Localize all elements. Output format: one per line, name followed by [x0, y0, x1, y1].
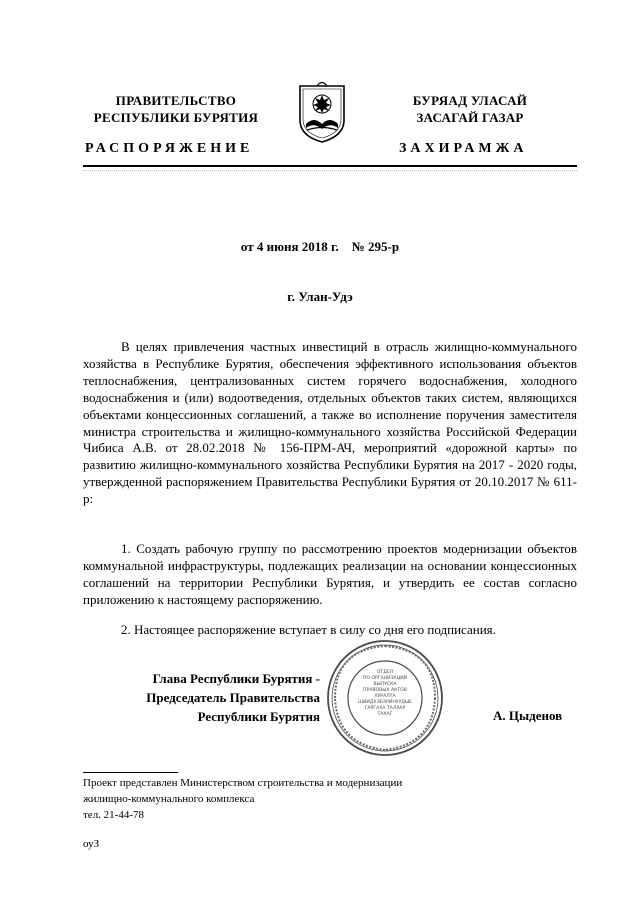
clause-1-paragraph: 1. Создать рабочую группу по рассмотрению проектов модернизации объектов коммунальной инфраструктуры, подлежащих реализации на основании концессионных соглашений на территории Республики Бурятия, и утвердить ее состав согласно приложению к настоящему распоряжению. — [83, 541, 577, 607]
header-left-line2: РЕСПУБЛИКИ БУРЯТИЯ — [93, 110, 259, 125]
coat-of-arms-emblem — [297, 80, 347, 144]
date-number-line — [0, 239, 640, 255]
footer-line2: жилищно-коммунального комплекса — [83, 793, 255, 805]
footer-line1: Проект представлен Министерством строительства и модернизации — [83, 777, 403, 789]
signatory-title — [80, 669, 320, 726]
footer-note — [83, 775, 402, 823]
svg-text:ВЫПУСКА: ВЫПУСКА — [373, 682, 397, 687]
signatory-name: А. Цыденов — [493, 708, 563, 723]
document-number: № 295-р — [351, 239, 400, 254]
signatory-title-line2: Председатель Правительства — [146, 690, 320, 705]
svg-text:ОТДЕЛ: ОТДЕЛ — [376, 670, 394, 675]
header-divider — [83, 165, 577, 167]
clause-2-paragraph: 2. Настоящее распоряжение вступает в силу со дня его подписания. — [121, 622, 496, 637]
footer-divider — [83, 772, 178, 773]
svg-text:ШИИДХЭБЭРИНУУДЫЕ: ШИИДХЭБЭРИНУУДЫЕ — [358, 700, 412, 705]
svg-text:ПО ОРГАНИЗАЦИИ: ПО ОРГАНИЗАЦИИ — [362, 676, 408, 681]
doc-type-right: ЗАХИРАМЖА — [399, 141, 528, 156]
header-right-line1: БУРЯАД УЛАСАЙ — [412, 93, 528, 108]
header-divider-dotted — [83, 170, 577, 171]
svg-text:ПРАВОВЫХ АКТОВ: ПРАВОВЫХ АКТОВ — [363, 688, 407, 693]
svg-text:ТАХАГ: ТАХАГ — [377, 712, 393, 717]
document-city: г. Улан-Удэ — [287, 289, 353, 304]
header-left-line1: ПРАВИТЕЛЬСТВО — [115, 93, 237, 108]
footer-phone: тел. 21-44-78 — [83, 809, 145, 821]
official-stamp — [325, 638, 445, 758]
header-left — [76, 92, 276, 126]
signatory-title-line3: Республики Бурятия — [197, 709, 320, 724]
svg-text:ГАРГАХА ТАЛААР: ГАРГАХА ТАЛААР — [364, 706, 406, 711]
header-right — [370, 92, 570, 126]
header-right-line2: ЗАСАГАЙ ГАЗАР — [416, 110, 524, 125]
executor-initials: оуЗ — [83, 838, 100, 850]
document-date: от 4 июня 2018 г. — [240, 239, 339, 254]
preamble-paragraph: В целях привлечения частных инвестиций в отрасль жилищно-коммунального хозяйства в Республике Бурятия, обеспечения эффективного использования объектов теплоснабжения, централизованных систем горячего водоснабжения, холодного водоснабжения и (или) водоотведения, отдельных объектов таких систем, являющихся объектами концессионных соглашений, а также во исполнение поручения заместителя министра строительства и жилищно-коммунального хозяйства Российской Федерации Чибиса А.В. от 28.02.2018 № 156-ПРМ-АЧ, мероприятий «дорожной карты» по развитию жилищно-коммунального хозяйства Республики Бурятия на 2017 - 2020 годы, утвержденной распоряжением Правительства Республики Бурятия от 20.10.2017 № 611-р: — [83, 339, 577, 507]
signatory-title-line1: Глава Республики Бурятия - — [152, 671, 320, 686]
doc-type-left: РАСПОРЯЖЕНИЕ — [85, 141, 254, 156]
svg-text:ХУРАЛТА: ХУРАЛТА — [374, 694, 396, 699]
